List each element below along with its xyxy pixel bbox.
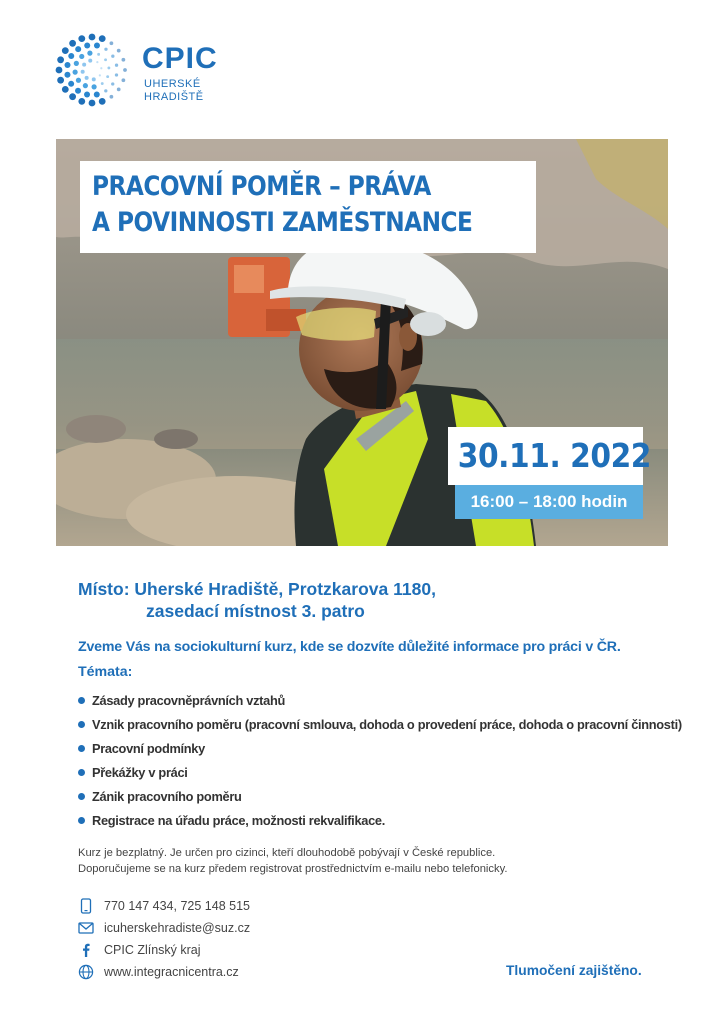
course-note-line2: Doporučujeme se na kurz předem registrovat prostřednictvím e-mailu nebo telefonicky.	[78, 863, 508, 875]
contact-email[interactable]	[78, 918, 250, 940]
contact-facebook-text: CPIC Zlínský kraj	[104, 943, 201, 957]
cpic-logo	[54, 32, 234, 112]
phone-icon	[78, 898, 94, 914]
facebook-icon	[78, 942, 94, 958]
event-date-box	[448, 427, 652, 485]
mail-icon	[78, 920, 94, 936]
logo-subtitle-line2: HRADIŠTĚ	[144, 91, 204, 103]
contact-email-text: icuherskehradiste@suz.cz	[104, 921, 251, 935]
bullet-icon	[78, 697, 85, 704]
contact-phone-text: 770 147 434, 725 148 515	[104, 899, 250, 913]
logo-subtitle	[144, 78, 204, 104]
course-note-line1: Kurz je bezplatný. Je určen pro cizinci, kteří dlouhodobě pobývají v České republice.	[78, 847, 496, 859]
event-time-box	[455, 485, 643, 519]
topic-text: Registrace na úřadu práce, možnosti rekvalifikace.	[92, 813, 385, 828]
topic-text: Překážky v práci	[92, 765, 188, 780]
invitation-text: Zveme Vás na sociokulturní kurz, kde se dozvíte důležité informace pro práci v ČR.	[78, 639, 621, 655]
contact-facebook[interactable]	[78, 940, 250, 962]
bullet-icon	[78, 817, 85, 824]
topic-item	[78, 787, 682, 811]
topic-text: Zánik pracovního poměru	[92, 789, 242, 804]
topic-text: Zásady pracovněprávních vztahů	[92, 693, 285, 708]
topics-heading: Témata:	[78, 664, 133, 680]
topics-list	[78, 691, 682, 835]
topic-item	[78, 739, 682, 763]
contact-website[interactable]	[78, 962, 250, 984]
event-place-line1: Místo: Uherské Hradiště, Protzkarova 1180,	[78, 579, 436, 599]
topic-item	[78, 715, 682, 739]
logo-subtitle-line1: UHERSKÉ	[144, 78, 201, 90]
globe-icon	[78, 964, 94, 980]
topic-text: Pracovní podmínky	[92, 741, 205, 756]
contact-website-text: www.integracnicentra.cz	[104, 965, 239, 979]
logo-title: CPIC	[142, 42, 218, 75]
bullet-icon	[78, 769, 85, 776]
topic-item	[78, 691, 682, 715]
cpic-dots-logo-icon	[54, 32, 130, 108]
topic-item	[78, 763, 682, 787]
topic-item	[78, 811, 682, 835]
event-title-line2: A POVINNOSTI ZAMĚSTNANCE	[92, 207, 473, 238]
bullet-icon	[78, 793, 85, 800]
event-place-line2: zasedací místnost 3. patro	[146, 601, 365, 621]
bullet-icon	[78, 721, 85, 728]
interpreting-note: Tlumočení zajištěno.	[506, 963, 642, 978]
contact-list	[78, 896, 250, 984]
event-title-box	[80, 161, 536, 253]
event-date: 30.11. 2022	[457, 436, 652, 475]
event-title-line1: PRACOVNÍ POMĚR – PRÁVA	[92, 171, 431, 202]
event-time: 16:00 – 18:00 hodin	[470, 492, 628, 511]
course-note	[78, 845, 507, 877]
bullet-icon	[78, 745, 85, 752]
topic-text: Vznik pracovního poměru (pracovní smlouva, dohoda o provedení práce, dohoda o pracovní činnosti)	[92, 717, 682, 732]
contact-phone[interactable]	[78, 896, 250, 918]
